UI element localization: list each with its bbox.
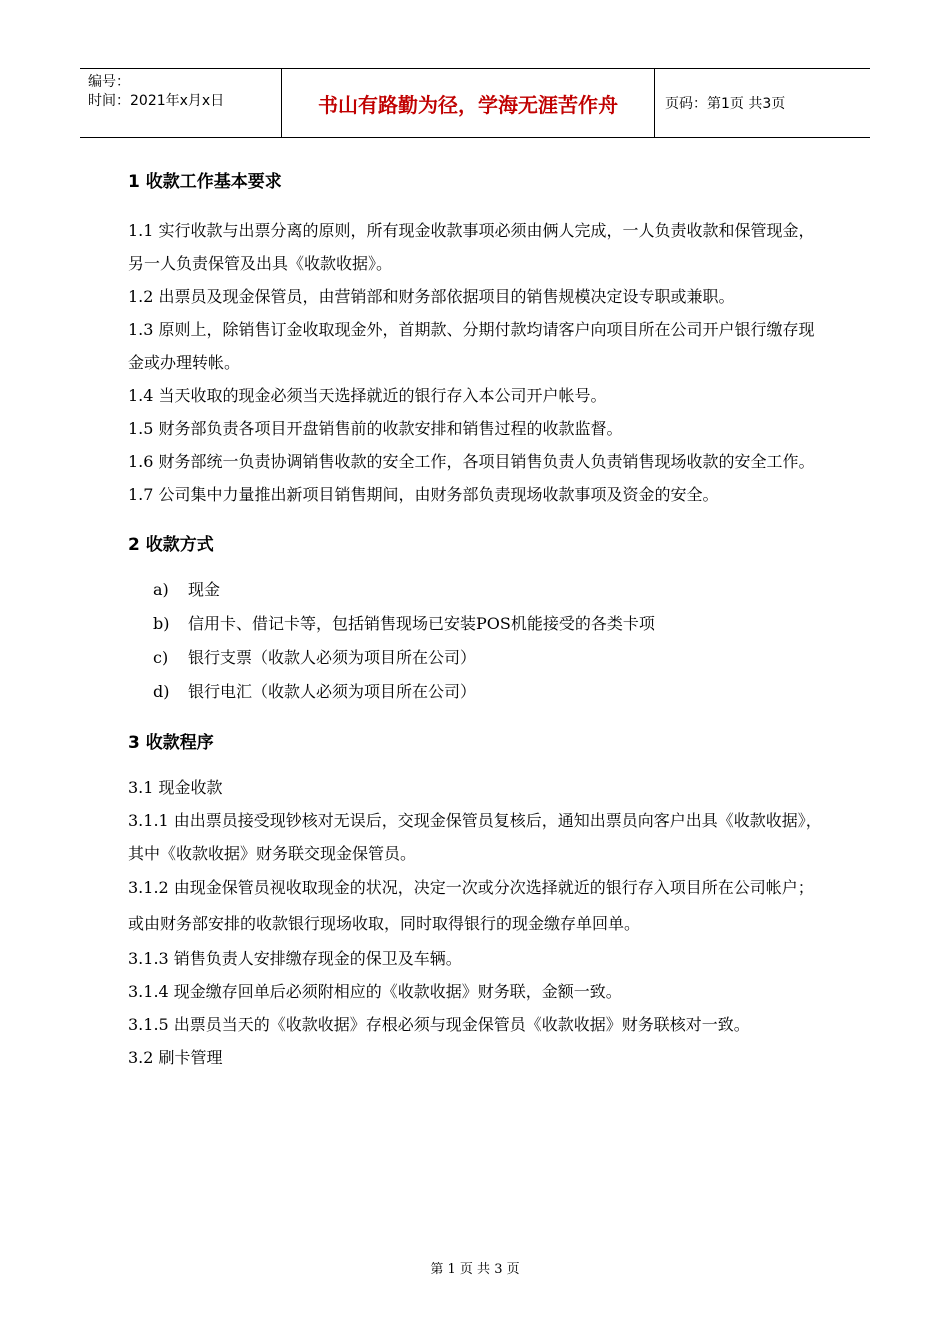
doc-time-label: 时间：2021年x月x日 (88, 93, 225, 109)
page-footer: 第 1 页 共 3 页 (430, 1262, 520, 1277)
section-heading: 3 收款程序 (128, 733, 214, 753)
paragraph: 1.4 当天收取的现金必须当天选择就近的银行存入本公司开户帐号。 (128, 386, 607, 405)
list-item-text: 银行支票（收款人必须为项目所在公司） (188, 648, 477, 667)
document-body (128, 170, 828, 1074)
list-marker: d) (153, 682, 170, 701)
paragraph: 3.1.2 由现金保管员视收取现金的状况，决定一次或分次选择就近的银行存入项目所在公司帐户；或由财务部安排的收款银行现场收取，同时取得银行的现金缴存单回单。 (128, 878, 814, 933)
paragraph: 1.5 财务部负责各项目开盘销售前的收款安排和销售过程的收款监督。 (128, 419, 623, 438)
list-marker: b) (153, 614, 170, 633)
paragraph: 3.1.4 现金缴存回单后必须附相应的《收款收据》财务联，金额一致。 (128, 982, 622, 1001)
doc-number-label: 编号： (88, 74, 130, 90)
paragraph: 3.1.1 由出票员接受现钞核对无误后，交现金保管员复核后，通知出票员向客户出具《收款收据》，其中《收款收据》财务联交现金保管员。 (128, 811, 822, 863)
list-item (128, 675, 828, 709)
paragraph: 3.1 现金收款 (128, 778, 223, 797)
paragraph: 1.3 原则上，除销售订金收取现金外，首期款、分期付款均请客户向项目所在公司开户银行缴存现金或办理转帐。 (128, 320, 815, 372)
list-item (128, 573, 828, 607)
list-item (128, 607, 828, 641)
list-item-text: 现金 (188, 580, 221, 599)
paragraph: 1.6 财务部统一负责协调销售收款的安全工作，各项目销售负责人负责销售现场收款的安全工作。 (128, 452, 815, 471)
paragraph: 3.2 刷卡管理 (128, 1048, 223, 1067)
header-motto: 书山有路勤为径，学海无涯苦作舟 (282, 69, 655, 137)
list-item-text: 信用卡、借记卡等，包括销售现场已安装POS机能接受的各类卡项 (188, 614, 655, 633)
section-heading: 2 收款方式 (128, 535, 214, 555)
header-page-label: 页码：第1页 共3页 (665, 96, 786, 112)
list-item (128, 641, 828, 675)
list-marker: a) (153, 580, 169, 599)
section-heading: 1 收款工作基本要求 (128, 172, 282, 192)
paragraph: 1.1 实行收款与出票分离的原则，所有现金收款事项必须由俩人完成，一人负责收款和保管现金，另一人负责保管及出具《收款收据》。 (128, 221, 815, 273)
paragraph: 1.2 出票员及现金保管员，由营销部和财务部依据项目的销售规模决定设专职或兼职。 (128, 287, 735, 306)
list-item-text: 银行电汇（收款人必须为项目所在公司） (188, 682, 477, 701)
payment-method-list (128, 573, 828, 709)
header-meta (80, 69, 282, 137)
page-header (80, 68, 870, 138)
paragraph: 3.1.5 出票员当天的《收款收据》存根必须与现金保管员《收款收据》财务联核对一致。 (128, 1015, 750, 1034)
paragraph: 3.1.3 销售负责人安排缴存现金的保卫及车辆。 (128, 949, 462, 968)
list-marker: c) (153, 648, 169, 667)
paragraph: 1.7 公司集中力量推出新项目销售期间，由财务部负责现场收款事项及资金的安全。 (128, 485, 719, 504)
